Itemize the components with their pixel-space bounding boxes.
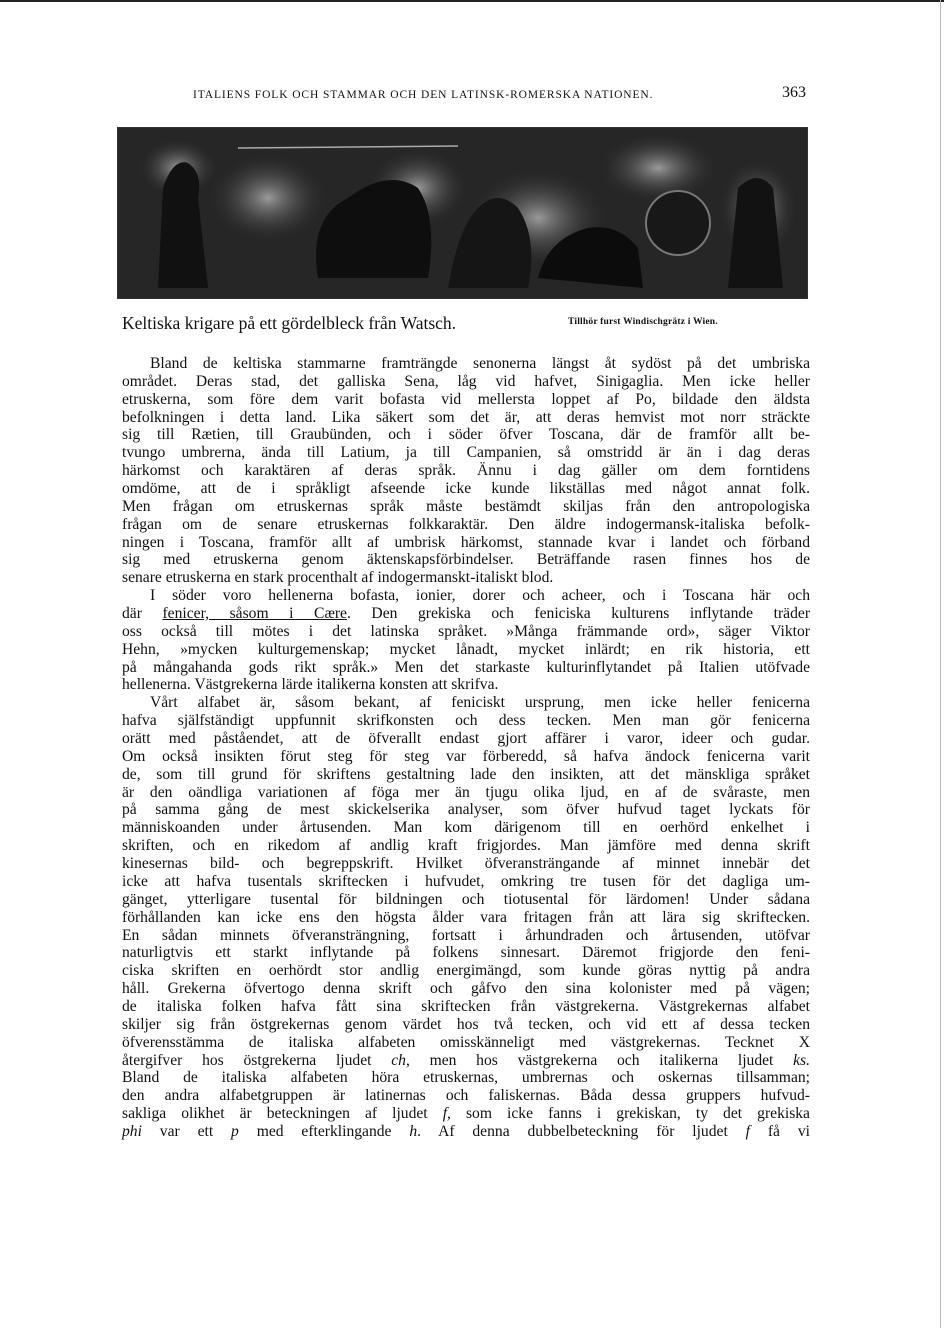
- italic-text: ch: [391, 1051, 406, 1069]
- italic-text: f: [745, 1122, 750, 1140]
- text-segment: förhållanden kan icke ens den högsta ålder vara fritagen från att lära sig skriftecken.: [122, 908, 810, 926]
- text-segment: kinesernas bild- och begreppskrift. Hvilket öfveransträngande af minnet innebär det: [122, 855, 810, 873]
- text-segment: skriften, och en rikedom af andlig kraft frigjordes. Man jämföre med denna skrift: [122, 837, 810, 855]
- text-line: [122, 784, 810, 802]
- text-segment: Vårt alfabet är, såsom bekant, af feniciskt ursprung, men icke heller fenicerna: [150, 694, 810, 712]
- text-segment: En sådan minnets öfveransträngning, fortsatt i århundraden och årtusenden, utöfvar: [122, 926, 810, 944]
- text-line: [122, 837, 810, 855]
- text-segment: sig till Rætien, till Graubünden, och i söder öfver Toscana, där de framför allt be-: [122, 426, 810, 444]
- italic-text: h: [409, 1122, 418, 1140]
- text-line: [122, 605, 810, 623]
- text-segment: icke att hafva tusentals skriftecken i hufvudet, omkring tre tusen för det dagliga um-: [122, 872, 810, 890]
- figure-credit: Tillhör furst Windischgrätz i Wien.: [568, 317, 718, 327]
- text-line: [122, 980, 810, 998]
- text-segment: orätt med påståendet, att de öfverallt endast gjort affärer i varor, ideer och gudar.: [122, 730, 810, 748]
- text-line: [122, 712, 810, 730]
- text-segment: , som icke fanns i grekiskan, ty det grekiska: [447, 1105, 810, 1123]
- text-segment: Om också insikten förut steg för steg var förberedd, så hafva ändock fenicerna varit: [122, 747, 810, 765]
- text-line: [122, 962, 810, 980]
- text-line: [122, 444, 810, 462]
- text-segment: den andra alfabetgruppen är latinernas och faliskernas. Båda dessa gruppers hufvud-: [122, 1087, 810, 1105]
- text-segment: . Den grekiska och feniciska kulturens inflytande träder: [346, 605, 811, 623]
- text-line: [122, 676, 810, 694]
- text-line: [122, 855, 810, 873]
- text-line: [122, 569, 810, 587]
- relief-image: [118, 128, 807, 298]
- text-line: [122, 1123, 810, 1141]
- text-segment: ciska skriften en oerhördt stor andlig energimängd, som kunde göras nyttig på andra: [122, 962, 810, 980]
- text-segment: frågan om de senare etruskernas folkkaraktär. Den äldre indogermansk-italiska befolk-: [122, 515, 810, 533]
- text-segment: få vi: [750, 1122, 810, 1140]
- text-line: [122, 623, 810, 641]
- text-segment: naturligtvis ett starkt inflytande på folkens sinnesart. Däremot frigjorde den feni-: [122, 944, 810, 962]
- text-line: [122, 998, 810, 1016]
- text-segment: var ett: [141, 1122, 232, 1140]
- text-line: [122, 1069, 810, 1087]
- text-segment: , men hos västgrekerna och italikerna ljudet: [405, 1051, 794, 1069]
- text-segment: skiljer sig från östgrekernas genom värdet hos två tecken, och vid ett af dessa tecken: [122, 1015, 810, 1033]
- text-line: [122, 944, 810, 962]
- text-segment: härkomst och karaktären af deras språk. Ännu i dag gäller om dem forntidens: [122, 462, 810, 480]
- text-line: [122, 694, 810, 712]
- text-line: [122, 873, 810, 891]
- relief-illustration: [117, 127, 808, 299]
- running-head: ITALIENS FOLK OCH STAMMAR OCH DEN LATINSK-ROMERSKA NATIONEN.: [193, 89, 654, 101]
- text-segment: Hehn, »mycken kulturgemenskap; mycket lånadt, mycket inlärdt; en rik historia, ett: [122, 640, 810, 658]
- text-segment: sakliga olikhet är beteckningen af ljudet: [122, 1105, 443, 1123]
- text-segment: Bland de italiska alfabeten höra etruskernas, umbrernas och oskernas tillsamman;: [122, 1069, 810, 1087]
- text-line: [122, 748, 810, 766]
- text-line: [122, 730, 810, 748]
- text-segment: återgifver hos östgrekerna ljudet: [122, 1051, 392, 1069]
- text-segment: sig med etruskerna genom äktenskapsförbindelser. Beträffande rasen finnes hos de: [122, 551, 810, 569]
- scan-edge-right: [940, 0, 941, 1328]
- text-segment: omdöme, att de i språkligt afseende icke kunde likställas med något annat folk.: [122, 480, 810, 498]
- text-line: [122, 426, 810, 444]
- text-segment: tvungo umbrerna, ända till Latium, ja till Campanien, så omstridd är än i dag deras: [122, 444, 810, 462]
- text-segment: etruskerna, som före dem varit bofasta vid mellersta loppet af Po, bildade den äldsta: [122, 390, 810, 408]
- text-line: [122, 462, 810, 480]
- underlined-text: fenicer, såsom i Cære: [162, 605, 347, 623]
- text-segment: I söder voro hellenerna bofasta, ionier, dorer och acheer, och i Toscana här och: [150, 587, 810, 605]
- text-line: [122, 927, 810, 945]
- text-segment: . Af denna dubbelbeteckning för ljudet: [417, 1122, 746, 1140]
- text-segment: Bland de keltiska stammarne framträngde senonerna längst åt sydöst på det umbriska: [150, 355, 810, 372]
- text-segment: ningen i Toscana, framför allt af umbrisk härkomst, stannade kvar i landet och förband: [122, 533, 810, 551]
- text-line: [122, 909, 810, 927]
- text-segment: på mångahanda gods rikt språk.» Men det starkaste kulturinflytandet på Italien utöfvade: [122, 658, 810, 676]
- text-segment: där: [122, 605, 163, 623]
- text-line: [122, 516, 810, 534]
- italic-text: phi: [122, 1122, 142, 1140]
- text-line: [122, 355, 810, 373]
- text-segment: håll. Grekerna öfvertogo denna skrift och gåfvo den sina kolonister med på vägen;: [122, 980, 810, 998]
- text-line: [122, 480, 810, 498]
- text-line: [122, 1016, 810, 1034]
- italic-text: ks.: [793, 1051, 811, 1069]
- text-segment: hellenerna. Västgrekerna lärde italikerna konsten att skrifva.: [122, 676, 499, 694]
- text-line: [122, 659, 810, 677]
- figure-caption: Keltiska krigare på ett gördelbleck från Watsch.: [122, 313, 457, 333]
- text-line: [122, 373, 810, 391]
- text-line: [122, 1105, 810, 1123]
- text-segment: på samma gång de mest skickelserika analyser, som öfver hufvud taget lyckats för: [122, 801, 810, 819]
- text-segment: området. Deras stad, det galliska Sena, låg vid hafvet, Sinigaglia. Men icke heller: [122, 372, 810, 390]
- text-line: [122, 534, 810, 552]
- text-segment: människoanden under årtusenden. Man kom därigenom till en oerhörd enkelhet i: [122, 819, 810, 837]
- text-line: [122, 551, 810, 569]
- italic-text: f: [442, 1105, 448, 1123]
- text-segment: Men frågan om etruskernas språk måste bestämdt skiljas från den antropologiska: [122, 497, 810, 515]
- text-segment: de, som till grund för skriftens gestaltning lade den insikten, att det mänskliga språket: [122, 765, 810, 783]
- text-segment: hafva själfständigt uppfunnit skrifkonsten och dess tecken. Men man gör fenicerna: [122, 712, 810, 730]
- text-segment: gänget, ytterligare tusental för bildningen och tiotusental för lärdomen! Under sådana: [122, 890, 810, 908]
- text-line: [122, 409, 810, 427]
- text-segment: öfverensstämma de italiska alfabeten omisskänneligt med västgrekernas. Tecknet X: [122, 1033, 810, 1051]
- text-segment: senare etruskerna en stark procenthalt af indogermanskt-italiskt blod.: [122, 569, 554, 587]
- text-line: [122, 641, 810, 659]
- text-line: [122, 766, 810, 784]
- text-segment: är den oändliga variationen af föga mer än tjugu olika ljud, en af de svåraste, men: [122, 783, 810, 801]
- text-line: [122, 1034, 810, 1052]
- text-segment: befolkningen i detta land. Lika säkert som det är, att deras hemvist mot norr sträckte: [122, 408, 810, 426]
- text-line: [122, 819, 810, 837]
- text-segment: de italiska folken hafva fått sina skriftecken från västgrekerna. Västgrekernas alfabet: [122, 997, 810, 1015]
- text-line: [122, 1052, 810, 1070]
- text-line: [122, 1087, 810, 1105]
- text-line: [122, 891, 810, 909]
- page-number: 363: [782, 84, 806, 101]
- text-segment: med efterklingande: [238, 1122, 410, 1140]
- body-text: [122, 355, 810, 1141]
- italic-text: p: [231, 1122, 239, 1140]
- text-line: [122, 498, 810, 516]
- text-line: [122, 587, 810, 605]
- text-segment: oss också till mötes i det latinska språket. »Många främmande ord», säger Viktor: [122, 622, 810, 640]
- scan-edge-top: [0, 0, 944, 2]
- text-line: [122, 391, 810, 409]
- text-line: [122, 801, 810, 819]
